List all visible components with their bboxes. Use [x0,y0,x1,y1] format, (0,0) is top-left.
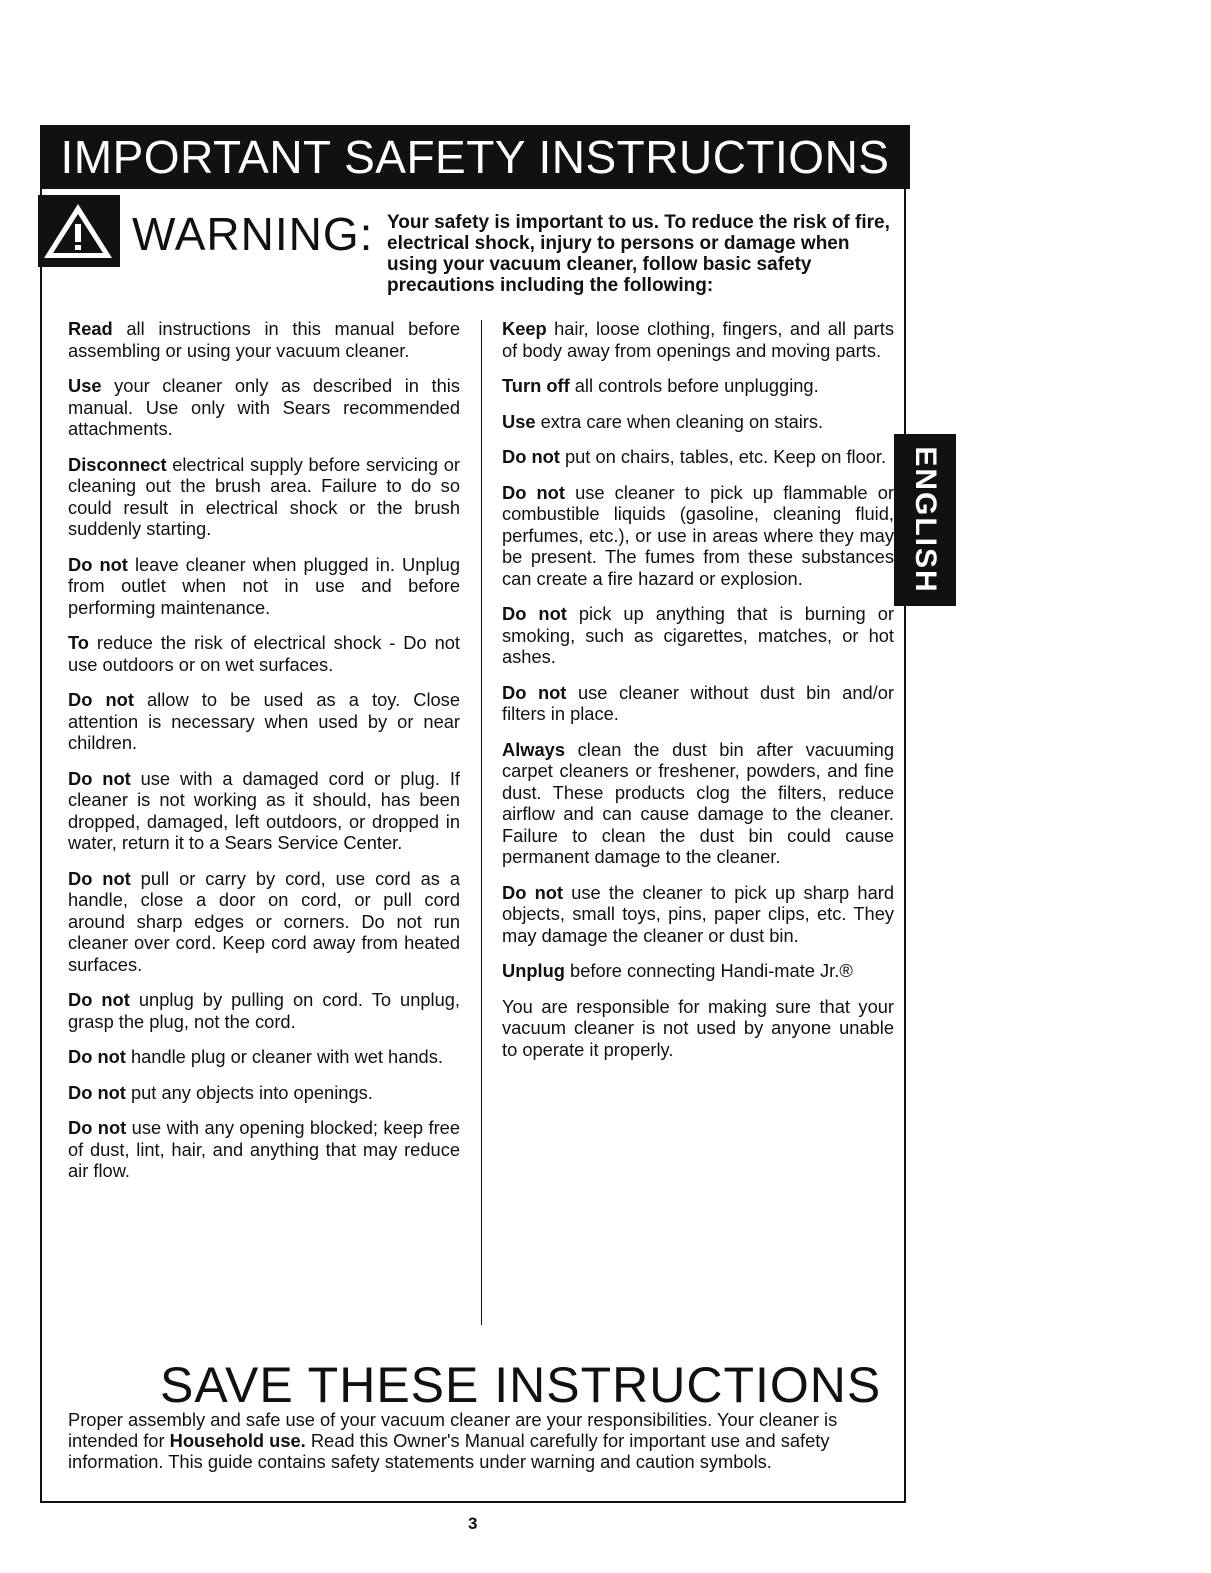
instruction-text: pull or carry by cord, use cord as a handle, close a door on cord, or pull cord around sharp edges or corners. Do not run cleaner over cord. Keep cord away from heated surfaces. [68,867,460,975]
instruction-lead: Do not [68,1046,126,1067]
instruction-item [68,1082,460,1104]
instruction-text: extra care when cleaning on stairs. [535,410,824,432]
instruction-item [502,482,894,590]
instruction-lead: Read [68,318,113,339]
instruction-lead: Do not [502,481,565,503]
instruction-item [68,554,460,619]
warning-triangle-icon [40,200,116,262]
instruction-lead: Keep [502,318,547,339]
instruction-lead: To [68,632,89,653]
instruction-item [68,1117,460,1182]
save-instructions-title: SAVE THESE INSTRUCTIONS [160,1357,882,1413]
instruction-text: all instructions in this manual before assembling or using your vacuum cleaner. [68,318,460,361]
instruction-lead: Unplug [502,960,565,981]
save-text-after: Read this Owner's Manual carefully for important use and safety information. This guide contains safety statements under warning and caution symbols. [68,1430,830,1472]
instruction-text: use cleaner to pick up flammable or combustible liquids (gasoline, cleaning fluid, perfumes, etc.), or use in areas where they may be present. The fumes from these substances can create a fire hazard or explosion. [502,481,894,589]
instruction-text: use the cleaner to pick up sharp hard objects, small toys, pins, paper clips, etc. They may damage the cleaner or dust bin. [502,881,895,946]
instruction-item [68,768,460,854]
warning-text: Your safety is important to us. To reduce the risk of fire, electrical shock, injury to persons or damage when using your vacuum cleaner, follow basic safety precautions including the following: [387,212,890,296]
instruction-lead: Do not [502,446,560,467]
instruction-text: before connecting Handi-mate Jr.® [564,960,853,981]
instruction-item [502,375,894,397]
instruction-item [68,454,460,540]
instruction-item [502,996,894,1061]
page-title-banner: IMPORTANT SAFETY INSTRUCTIONS [40,125,910,189]
instruction-item [502,446,894,468]
instruction-item [502,411,894,433]
instruction-text: hair, loose clothing, fingers, and all parts of body away from openings and moving parts. [502,318,894,361]
instruction-item [68,318,460,361]
left-instructions-column [68,318,460,1196]
instruction-text: use with a damaged cord or plug. If cleaner is not working as it should, has been dropped, damaged, left outdoors, or dropped in water, return it to a Sears Service Center. [68,767,460,853]
save-instructions-text [68,1409,888,1472]
warning-label: WARNING: [132,208,374,260]
instruction-lead: Turn off [502,375,570,396]
instruction-lead: Do not [68,1081,126,1103]
instruction-lead: Do not [502,881,564,903]
instruction-lead: Do not [68,767,131,789]
instruction-item [502,960,894,982]
instruction-item [68,375,460,440]
instruction-text: reduce the risk of electrical shock - Do not use outdoors or on wet surfaces. [68,632,460,675]
instruction-item [68,689,460,754]
instruction-text: You are responsible for making sure that your vacuum cleaner is not used by anyone unable to operate it properly. [502,995,894,1060]
instruction-item [502,318,894,361]
instruction-text: handle plug or cleaner with wet hands. [125,1046,443,1067]
instruction-text: all controls before unplugging. [569,375,819,396]
instruction-lead: Do not [68,1117,127,1138]
instruction-lead: Always [502,738,566,760]
instruction-lead: Do not [68,553,128,575]
language-tab-label: ENGLISH [909,446,942,594]
instruction-lead: Do not [502,603,567,624]
instruction-text: leave cleaner when plugged in. Unplug from outlet when not in use and before performing maintenance. [68,553,460,618]
right-instructions-column [502,318,894,1074]
instruction-lead: Use [502,410,536,432]
instruction-item [68,868,460,976]
instruction-text: your cleaner only as described in this manual. Use only with Sears recommended attachments. [68,375,460,439]
instruction-item [502,682,894,725]
instruction-text: put on chairs, tables, etc. Keep on floor. [559,446,887,467]
instruction-lead: Do not [502,681,567,703]
save-text-before: Proper assembly and safe use of your vacuum cleaner are your responsibilities. Your cleaner is intended for [68,1409,838,1451]
instruction-item [502,603,894,668]
instruction-text: clean the dust bin after vacuuming carpet cleaners or freshener, powders, and fine dust. These products clog the filters, reduce airflow and can cause damage to the cleaner. Failure to clean the dust bin could cause permanent damage to the cleaner. [502,738,894,867]
column-divider [481,320,482,1325]
instruction-item [68,989,460,1032]
instruction-item [502,882,894,947]
instruction-item [502,739,894,868]
page-number: 3 [468,1514,478,1533]
instruction-text: electrical supply before servicing or cleaning out the brush area. Failure to do so could result in electrical shock or the brush suddenly starting. [68,453,460,539]
instruction-lead: Do not [68,989,130,1010]
instruction-text: allow to be used as a toy. Close attention is necessary when used by or near children. [68,689,460,753]
instruction-item [68,632,460,675]
instruction-lead: Disconnect [68,453,167,475]
instruction-lead: Use [68,375,102,396]
instruction-text: unplug by pulling on cord. To unplug, grasp the plug, not the cord. [68,989,461,1032]
instruction-text: use with any opening blocked; keep free of dust, lint, hair, and anything that may reduce air flow. [68,1117,461,1181]
instruction-text: pick up anything that is burning or smoking, such as cigarettes, matches, or hot ashes. [502,603,895,667]
instruction-text: use cleaner without dust bin and/or filters in place. [502,681,894,724]
instruction-text: put any objects into openings. [125,1081,373,1103]
instruction-lead: Do not [68,689,134,710]
instruction-item [68,1046,460,1068]
save-text-bold: Household use. [169,1430,306,1451]
instruction-lead: Do not [68,867,131,889]
